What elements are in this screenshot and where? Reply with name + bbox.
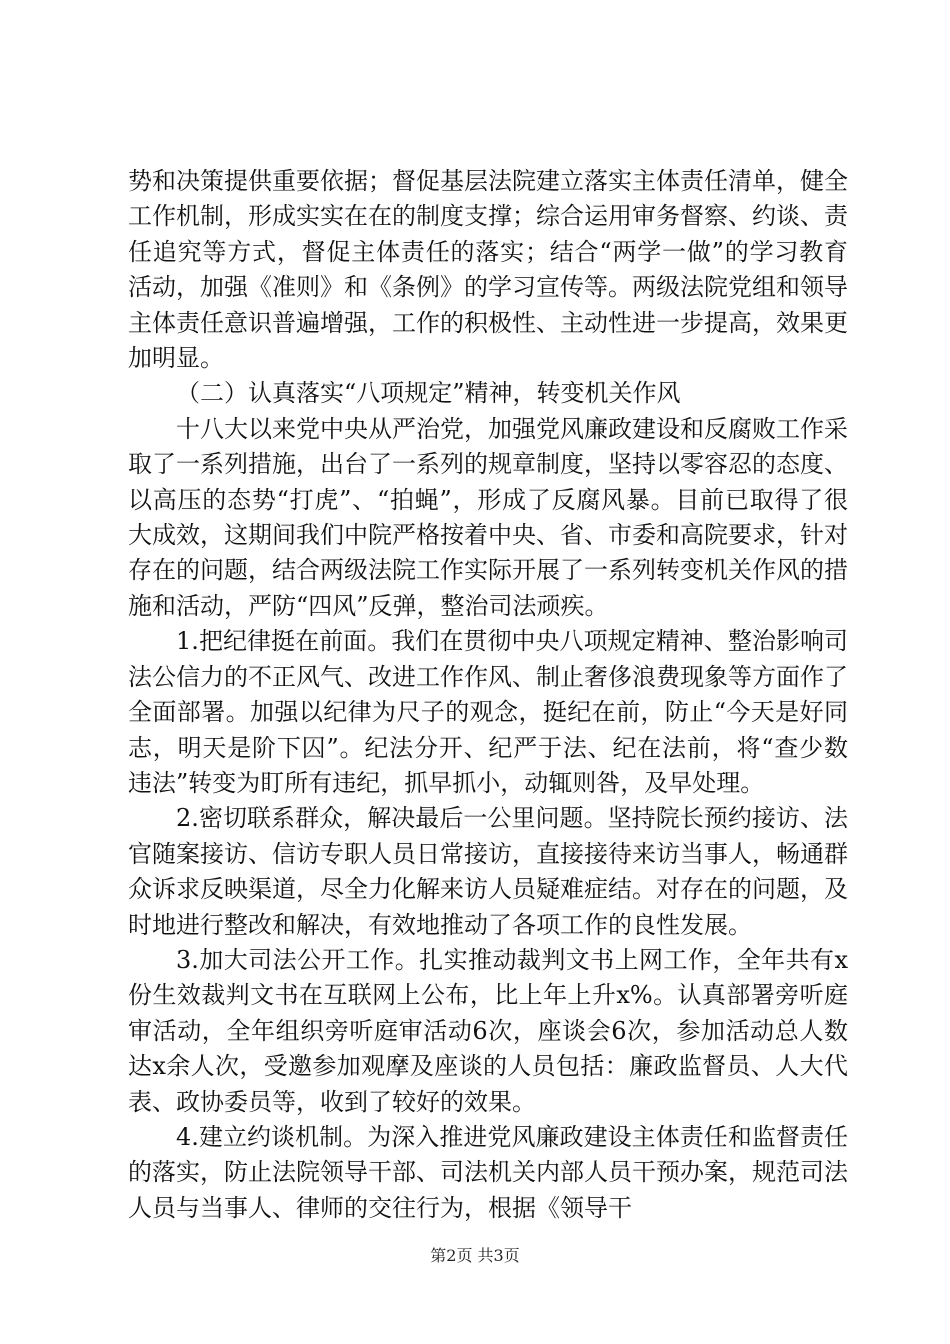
list-item-paragraph: 4.建立约谈机制。为深入推进党风廉政建设主体责任和监督责任的落实，防止法院领导干部、司法机关内部人员干预办案，规范司法人员与当事人、律师的交往行为，根据《领导干: [128, 1122, 848, 1222]
list-item-paragraph: 3.加大司法公开工作。扎实推动裁判文书上网工作，全年共有x份生效裁判文书在互联网上公布，比上年上升x%。认真部署旁听庭审活动，全年组织旁听庭审活动6次，座谈会6次，参加活动总人数达x余人次，受邀参加观摩及座谈的人员包括：廉政监督员、人大代表、政协委员等，收到了较好的效果。: [128, 945, 848, 1116]
paragraph-continuation: 势和决策提供重要依据；督促基层法院建立落实主体责任清单，健全工作机制，形成实实在在的制度支撑；综合运用审务督察、约谈、责任追究等方式，督促主体责任的落实；结合“两学一做”的学习教育活动，加强《准则》和《条例》的学习宣传等。两级法院党组和领导主体责任意识普遍增强，工作的积极性、主动性进一步提高，效果更加明显。: [128, 167, 848, 373]
document-body: [128, 164, 848, 1226]
page-footer: [0, 1246, 950, 1266]
paragraph: 十八大以来党中央从严治党，加强党风廉政建设和反腐败工作采取了一系列措施，出台了一系列的规章制度，坚持以零容忍的态度、以高压的态势“打虎”、“拍蝇”，形成了反腐风暴。目前已取得了很大成效，这期间我们中院严格按着中央、省、市委和高院要求，针对存在的问题，结合两级法院工作实际开展了一系列转变机关作风的措施和活动，严防“四风”反弹，整治司法顽疾。: [128, 414, 848, 620]
page-number: 第2页 共3页: [430, 1246, 520, 1265]
list-item-paragraph: 2.密切联系群众，解决最后一公里问题。坚持院长预约接访、法官随案接访、信访专职人员日常接访，直接接待来访当事人，畅通群众诉求反映渠道，尽全力化解来访人员疑难症结。对存在的问题，及时地进行整改和解决，有效地推动了各项工作的良性发展。: [128, 804, 848, 939]
section-heading: （二）认真落实“八项规定”精神，转变机关作风: [176, 379, 681, 408]
list-item-paragraph: 1.把纪律挺在前面。我们在贯彻中央八项规定精神、整治影响司法公信力的不正风气、改进工作作风、制止奢侈浪费现象等方面作了全面部署。加强以纪律为尺子的观念，挺纪在前，防止“今天是好同志，明天是阶下囚”。纪法分开、纪严于法、纪在法前，将“查少数违法”转变为盯所有违纪，抓早抓小，动辄则咎，及早处理。: [128, 627, 848, 797]
